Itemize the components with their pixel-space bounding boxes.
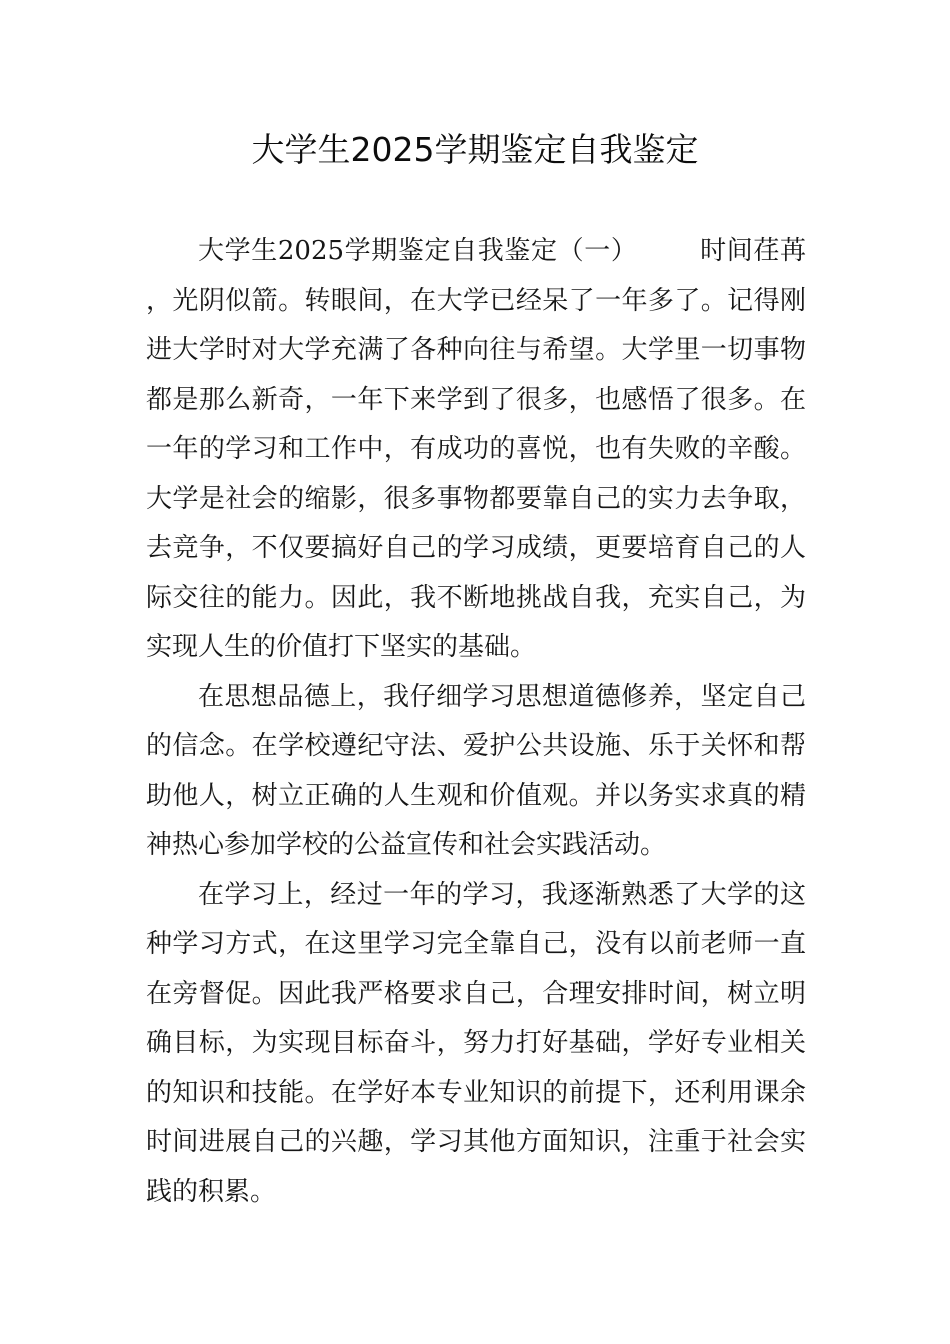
- document-body: [146, 227, 806, 1217]
- paragraph-text: 时间荏苒，光阴似箭。转眼间，在大学已经呆了一年多了。记得刚进大学时对大学充满了各种向往与希望。大学里一切事物都是那么新奇，一年下来学到了很多，也感悟了很多。在一年的学习和工作中，有成功的喜悦，也有失败的辛酸。大学是社会的缩影，很多事物都要靠自己的实力去争取，去竞争，不仅要搞好自己的学习成绩，更要培育自己的人际交往的能力。因此，我不断地挑战自我，充实自己，为实现人生的价值打下坚实的基础。: [146, 236, 806, 662]
- paragraph-text: 在思想品德上，我仔细学习思想道德修养，坚定自己的信念。在学校遵纪守法、爱护公共设施、乐于关怀和帮助他人，树立正确的人生观和价值观。并以务实求真的精神热心参加学校的公益宣传和社会实践活动。: [146, 681, 806, 860]
- paragraph-1: [146, 227, 806, 673]
- paragraph-text: 在学习上，经过一年的学习，我逐渐熟悉了大学的这种学习方式，在这里学习完全靠自己，没有以前老师一直在旁督促。因此我严格要求自己，合理安排时间，树立明确目标，为实现目标奋斗，努力打好基础，学好专业相关的知识和技能。在学好本专业知识的前提下，还利用课余时间进展自己的兴趣，学习其他方面知识，注重于社会实践的积累。: [146, 879, 806, 1207]
- document-title: 大学生2025学期鉴定自我鉴定: [251, 130, 699, 169]
- paragraph-3: [146, 871, 806, 1218]
- section-heading: 大学生2025学期鉴定自我鉴定（一）: [198, 236, 638, 266]
- paragraph-2: [146, 673, 806, 871]
